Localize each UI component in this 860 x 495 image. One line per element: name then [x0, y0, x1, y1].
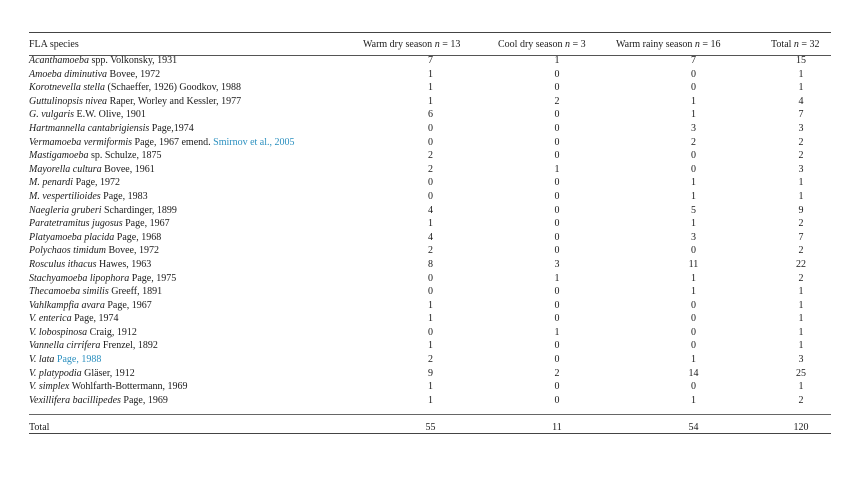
count-cool-dry: 0	[554, 122, 560, 134]
species-binomial: V. simplex	[29, 381, 70, 393]
table-row	[29, 299, 831, 313]
species-authority: Wohlfarth-Bottermann, 1969	[69, 381, 188, 393]
species-name	[29, 272, 363, 286]
count-total: 22	[796, 258, 806, 270]
total-all: 120	[793, 422, 809, 434]
count-total: 25	[796, 367, 806, 379]
table-row	[29, 326, 831, 340]
count-warm-dry: 1	[428, 313, 433, 325]
species-name	[29, 339, 363, 353]
species-binomial: Vexillifera bacillipedes	[29, 394, 121, 406]
count-total: 1	[798, 299, 804, 311]
count-cool-dry: 0	[554, 190, 560, 202]
table-row	[29, 176, 831, 190]
species-binomial: Vannella cirrifera	[29, 340, 101, 352]
species-binomial: Mayorella cultura	[29, 163, 102, 175]
species-name	[29, 217, 363, 231]
table-row	[29, 204, 831, 218]
count-warm-dry: 1	[428, 68, 433, 80]
table-row	[29, 285, 831, 299]
count-cool-dry: 0	[554, 82, 560, 94]
table-row	[29, 95, 831, 109]
count-cool-dry: 0	[554, 68, 560, 80]
count-total: 4	[798, 95, 804, 107]
count-total: 7	[798, 231, 804, 243]
count-cool-dry: 0	[554, 299, 560, 311]
count-warm-dry: 1	[428, 340, 433, 352]
count-cool-dry: 1	[554, 163, 560, 175]
count-warm-dry: 1	[428, 82, 433, 94]
count-total: 9	[798, 204, 804, 216]
count-total: 7	[798, 109, 804, 121]
species-authority: Greeff, 1891	[108, 286, 163, 298]
count-total: 1	[798, 340, 804, 352]
count-cool-dry: 0	[554, 231, 560, 243]
species-authority: Craig, 1912	[87, 326, 137, 338]
species-name	[29, 122, 363, 136]
species-name	[29, 231, 363, 245]
count-warm-dry: 0	[428, 177, 433, 189]
species-authority: (Schaeffer, 1926) Goodkov, 1988	[105, 82, 241, 94]
count-total: 2	[798, 136, 804, 148]
count-warm-dry: 1	[428, 95, 433, 107]
count-cool-dry: 0	[554, 204, 560, 216]
table-row	[29, 258, 831, 272]
count-warm-rainy: 1	[691, 95, 696, 107]
count-warm-rainy: 0	[691, 326, 696, 338]
species-name	[29, 244, 363, 258]
table-row	[29, 353, 831, 367]
species-binomial: Amoeba diminutiva	[29, 68, 108, 80]
count-warm-rainy: 0	[691, 381, 696, 393]
count-warm-dry: 2	[428, 150, 433, 162]
count-warm-rainy: 0	[691, 68, 696, 80]
species-binomial: Vermamoeba vermiformis	[29, 136, 133, 148]
count-warm-dry: 1	[428, 381, 433, 393]
count-warm-dry: 1	[428, 218, 433, 230]
count-cool-dry: 0	[554, 245, 560, 257]
species-binomial: V. platypodia	[29, 367, 82, 379]
species-authority: Frenzel, 1892	[100, 340, 158, 352]
count-warm-dry: 4	[428, 204, 433, 216]
species-name	[29, 149, 363, 163]
species-authority: E.W. Olive, 1901	[74, 109, 146, 121]
species-authority: Page, 1967	[122, 218, 170, 230]
species-binomial: Mastigamoeba	[29, 150, 89, 162]
species-name	[29, 285, 363, 299]
table-row	[29, 54, 831, 68]
species-name	[29, 394, 363, 408]
citation-link[interactable]: Smirnov et al., 2005	[213, 136, 295, 148]
count-warm-dry: 0	[428, 286, 433, 298]
count-cool-dry: 0	[554, 340, 560, 352]
species-authority: Page, 1967	[104, 299, 152, 311]
header-warm-dry: Warm dry season n = 13	[363, 39, 461, 51]
header-total: Total n = 32	[771, 39, 820, 51]
count-cool-dry: 2	[554, 367, 560, 379]
count-warm-dry: 1	[428, 299, 433, 311]
count-total: 3	[798, 122, 804, 134]
count-total: 1	[798, 326, 804, 338]
table-row	[29, 163, 831, 177]
species-table	[29, 36, 831, 435]
species-binomial: V. lobospinosa	[29, 326, 88, 338]
count-cool-dry: 1	[554, 326, 560, 338]
count-warm-rainy: 0	[691, 245, 696, 257]
table-row	[29, 136, 831, 150]
count-total: 1	[798, 177, 804, 189]
species-authority: sp. Schulze, 1875	[88, 150, 162, 162]
header-row	[29, 36, 831, 54]
count-total: 2	[798, 150, 804, 162]
count-warm-dry: 4	[428, 231, 433, 243]
count-total: 3	[798, 354, 804, 366]
species-authority: Bovee, 1972	[107, 68, 161, 80]
species-name	[29, 68, 363, 82]
table-row	[29, 272, 831, 286]
species-authority: Bovee, 1961	[101, 163, 155, 175]
table-row	[29, 108, 831, 122]
total-warm-dry: 55	[425, 422, 436, 434]
count-warm-rainy: 1	[691, 394, 696, 406]
species-name	[29, 54, 363, 68]
count-total: 1	[798, 68, 804, 80]
species-name	[29, 136, 363, 150]
species-binomial: Hartmannella cantabrigiensis	[29, 122, 150, 134]
species-name	[29, 299, 363, 313]
species-name	[29, 380, 363, 394]
total-row	[29, 417, 831, 435]
species-name	[29, 204, 363, 218]
count-warm-rainy: 3	[691, 122, 696, 134]
table-row	[29, 394, 831, 408]
species-authority: Page, 1975	[129, 272, 177, 284]
count-cool-dry: 0	[554, 177, 560, 189]
count-warm-rainy: 7	[691, 55, 696, 66]
species-binomial: Polychaos timidum	[29, 245, 106, 257]
count-total: 1	[798, 82, 804, 94]
species-authority: Schardinger, 1899	[101, 204, 177, 216]
species-name	[29, 176, 363, 190]
count-total: 2	[798, 245, 804, 257]
species-binomial: Acanthamoeba	[29, 55, 89, 66]
count-warm-rainy: 0	[691, 163, 696, 175]
species-name	[29, 312, 363, 326]
table-row	[29, 367, 831, 381]
species-authority: spp. Volkonsky, 1931	[89, 55, 178, 66]
table-row	[29, 231, 831, 245]
count-warm-rainy: 0	[691, 299, 696, 311]
species-name	[29, 258, 363, 272]
count-total: 1	[798, 286, 804, 298]
species-name	[29, 95, 363, 109]
species-authority: Page, 1983	[100, 190, 148, 202]
species-name	[29, 353, 363, 367]
count-cool-dry: 1	[554, 272, 560, 284]
total-warm-rainy: 54	[688, 422, 699, 434]
count-warm-rainy: 1	[691, 218, 696, 230]
count-warm-rainy: 1	[691, 190, 696, 202]
header-species: FLA species	[29, 39, 79, 51]
species-binomial: Rosculus ithacus	[29, 258, 97, 270]
species-name	[29, 108, 363, 122]
count-cool-dry: 3	[554, 258, 560, 270]
count-warm-dry: 0	[428, 326, 433, 338]
table-row	[29, 339, 831, 353]
total-section	[29, 407, 831, 435]
species-authority: Page, 1969	[120, 394, 168, 406]
species-binomial: Guttulinopsis nivea	[29, 95, 108, 107]
species-binomial: M. penardi	[29, 177, 74, 189]
count-warm-dry: 9	[428, 367, 433, 379]
count-total: 1	[798, 313, 804, 325]
species-name	[29, 367, 363, 381]
count-cool-dry: 0	[554, 218, 560, 230]
count-total: 2	[798, 218, 804, 230]
count-cool-dry: 0	[554, 354, 560, 366]
count-cool-dry: 1	[554, 55, 560, 66]
species-authority: Page, 1974	[71, 313, 119, 325]
count-warm-rainy: 1	[691, 177, 696, 189]
species-binomial: Platyamoeba placida	[29, 231, 115, 243]
species-name	[29, 326, 363, 340]
count-warm-dry: 6	[428, 109, 433, 121]
species-authority: Hawes, 1963	[96, 258, 152, 270]
count-warm-dry: 2	[428, 354, 433, 366]
table-row	[29, 190, 831, 204]
count-warm-rainy: 0	[691, 150, 696, 162]
table-row	[29, 380, 831, 394]
table-row	[29, 122, 831, 136]
species-authority: Gläser, 1912	[81, 367, 135, 379]
count-warm-rainy: 0	[691, 82, 696, 94]
count-cool-dry: 0	[554, 150, 560, 162]
species-authority: Page,1974	[149, 122, 194, 134]
table-row	[29, 149, 831, 163]
table-row	[29, 68, 831, 82]
count-cool-dry: 2	[554, 95, 560, 107]
total-label: Total	[29, 422, 50, 434]
count-warm-rainy: 5	[691, 204, 696, 216]
count-total: 3	[798, 163, 804, 175]
table-row	[29, 217, 831, 231]
count-warm-rainy: 14	[688, 367, 699, 379]
header-cool-dry: Cool dry season n = 3	[498, 39, 586, 51]
count-warm-rainy: 11	[688, 258, 699, 270]
count-warm-dry: 0	[428, 190, 433, 202]
table-row	[29, 244, 831, 258]
species-authority: Raper, Worley and Kessler, 1977	[107, 95, 242, 107]
count-cool-dry: 0	[554, 381, 560, 393]
count-warm-rainy: 3	[691, 231, 696, 243]
table-row	[29, 312, 831, 326]
count-warm-dry: 2	[428, 245, 433, 257]
table-top-rule	[29, 32, 831, 33]
header-warm-rainy: Warm rainy season n = 16	[616, 39, 721, 51]
species-binomial: V. lata	[29, 354, 55, 366]
species-binomial: G. vulgaris	[29, 109, 74, 121]
count-warm-dry: 7	[428, 55, 433, 66]
table-row	[29, 81, 831, 95]
species-authority: Bovee, 1972	[105, 245, 159, 257]
count-warm-dry: 8	[428, 258, 433, 270]
count-cool-dry: 0	[554, 394, 560, 406]
species-binomial: Vahlkampfia avara	[29, 299, 105, 311]
count-total: 1	[798, 190, 804, 202]
species-authority: Page, 1967 emend.	[132, 136, 214, 148]
count-total: 2	[798, 272, 804, 284]
species-binomial: Naegleria gruberi	[29, 204, 102, 216]
species-authority: Page, 1968	[114, 231, 162, 243]
count-cool-dry: 0	[554, 136, 560, 148]
species-binomial: Stachyamoeba lipophora	[29, 272, 130, 284]
count-cool-dry: 0	[554, 286, 560, 298]
species-binomial: Korotnevella stella	[29, 82, 106, 94]
count-warm-rainy: 0	[691, 340, 696, 352]
count-warm-rainy: 1	[691, 286, 696, 298]
count-warm-dry: 0	[428, 122, 433, 134]
count-total: 2	[798, 394, 804, 406]
total-cool-dry: 11	[552, 422, 562, 434]
species-name	[29, 190, 363, 204]
table-body	[29, 54, 831, 407]
count-warm-rainy: 0	[691, 313, 696, 325]
count-warm-dry: 1	[428, 394, 433, 406]
count-warm-rainy: 1	[691, 272, 696, 284]
count-total: 15	[796, 55, 806, 66]
count-warm-rainy: 1	[691, 109, 696, 121]
species-authority: Page, 1972	[73, 177, 121, 189]
count-total: 1	[798, 381, 804, 393]
species-binomial: V. enterica	[29, 313, 72, 325]
count-cool-dry: 0	[554, 313, 560, 325]
species-binomial: Thecamoeba similis	[29, 286, 109, 298]
count-warm-dry: 0	[428, 136, 433, 148]
count-warm-rainy: 1	[691, 354, 696, 366]
count-cool-dry: 0	[554, 109, 560, 121]
species-name	[29, 81, 363, 95]
species-name	[29, 163, 363, 177]
species-binomial: M. vespertilioides	[29, 190, 101, 202]
count-warm-rainy: 2	[691, 136, 696, 148]
count-warm-dry: 0	[428, 272, 433, 284]
citation-link[interactable]: Page, 1988	[56, 354, 102, 366]
count-warm-dry: 2	[428, 163, 433, 175]
species-binomial: Paratetramitus jugosus	[29, 218, 123, 230]
